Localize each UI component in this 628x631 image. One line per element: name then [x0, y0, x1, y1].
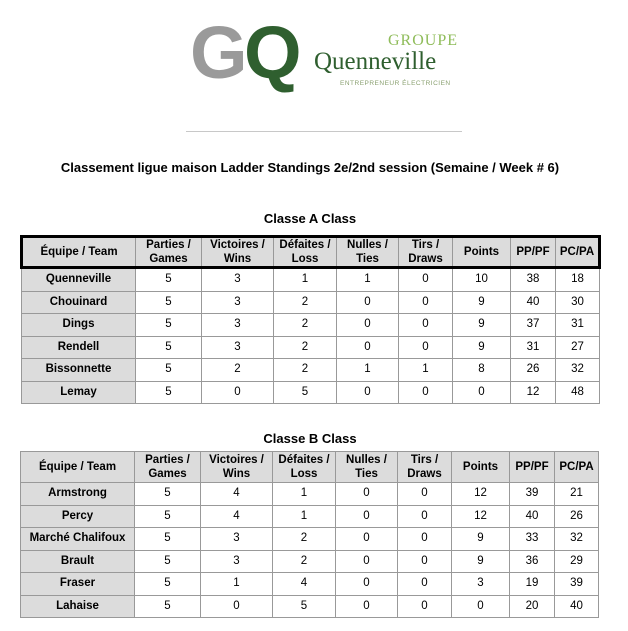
cell-pp: 26: [511, 359, 556, 382]
cell-wins: 3: [202, 336, 274, 359]
header-wins: Victoires / Wins: [201, 452, 273, 483]
cell-ties: 0: [336, 550, 398, 573]
cell-pp: 40: [510, 505, 555, 528]
table-row: [21, 483, 599, 506]
header-points: Points: [453, 237, 511, 268]
table-row: [21, 505, 599, 528]
cell-wins: 4: [201, 505, 273, 528]
groupe-quenneville-logo: [190, 11, 460, 94]
cell-wins: 0: [202, 381, 274, 404]
cell-points: 8: [453, 359, 511, 382]
cell-points: 12: [452, 505, 510, 528]
cell-games: 5: [135, 483, 201, 506]
cell-pc: 32: [556, 359, 600, 382]
cell-team: Fraser: [21, 573, 135, 596]
cell-pp: 31: [511, 336, 556, 359]
header-team: Équipe / Team: [21, 452, 135, 483]
class-a-title: Classe A Class: [263, 211, 357, 226]
cell-points: 9: [452, 528, 510, 551]
cell-team: Lahaise: [21, 595, 135, 618]
cell-pp: 36: [510, 550, 555, 573]
cell-draws: 0: [398, 573, 452, 596]
cell-games: 5: [136, 359, 202, 382]
cell-games: 5: [135, 528, 201, 551]
cell-games: 5: [135, 550, 201, 573]
cell-ties: 0: [337, 291, 399, 314]
table-row: [21, 573, 599, 596]
logo-subtitle: ENTREPRENEUR ÉLECTRICIEN: [340, 80, 451, 87]
cell-pp: 19: [510, 573, 555, 596]
cell-ties: 0: [337, 381, 399, 404]
cell-wins: 4: [201, 483, 273, 506]
cell-games: 5: [136, 291, 202, 314]
header-ties: Nulles / Ties: [337, 237, 399, 268]
cell-draws: 0: [399, 291, 453, 314]
header-pp: PP/PF: [511, 237, 556, 268]
header-games: Parties / Games: [135, 452, 201, 483]
cell-points: 0: [452, 595, 510, 618]
cell-draws: 0: [398, 505, 452, 528]
cell-team: Brault: [21, 550, 135, 573]
logo-company-name: Quenneville: [314, 48, 437, 75]
logo-letter-g: G: [190, 11, 244, 94]
cell-losses: 2: [273, 550, 336, 573]
cell-losses: 2: [274, 314, 337, 337]
cell-wins: 3: [201, 550, 273, 573]
cell-team: Bissonnette: [22, 359, 136, 382]
table-header-row: [21, 452, 599, 483]
cell-games: 5: [136, 268, 202, 292]
table-row: [22, 268, 600, 292]
cell-points: 10: [453, 268, 511, 292]
cell-pp: 33: [510, 528, 555, 551]
cell-team: Dings: [22, 314, 136, 337]
cell-losses: 4: [273, 573, 336, 596]
cell-losses: 2: [274, 291, 337, 314]
cell-team: Rendell: [22, 336, 136, 359]
cell-ties: 0: [336, 573, 398, 596]
cell-pp: 38: [511, 268, 556, 292]
header-ties: Nulles / Ties: [336, 452, 398, 483]
cell-ties: 0: [337, 314, 399, 337]
logo-groupe-text: GROUPE: [387, 32, 458, 49]
cell-games: 5: [135, 505, 201, 528]
cell-draws: 0: [398, 595, 452, 618]
header-wins: Victoires / Wins: [202, 237, 274, 268]
table-header-row: [22, 237, 600, 268]
cell-points: 9: [453, 336, 511, 359]
header-divider: [186, 131, 462, 132]
cell-draws: 0: [399, 381, 453, 404]
logo-letter-q: Q: [244, 11, 298, 94]
cell-pp: 12: [511, 381, 556, 404]
cell-pc: 26: [555, 505, 599, 528]
cell-games: 5: [135, 595, 201, 618]
header-pc: PC/PA: [556, 237, 600, 268]
cell-team: Percy: [21, 505, 135, 528]
cell-ties: 0: [336, 595, 398, 618]
cell-team: Lemay: [22, 381, 136, 404]
cell-draws: 0: [399, 314, 453, 337]
cell-losses: 5: [273, 595, 336, 618]
cell-draws: 0: [399, 336, 453, 359]
header-games: Parties / Games: [136, 237, 202, 268]
class-a-standings-table: [20, 235, 601, 404]
cell-wins: 1: [201, 573, 273, 596]
cell-pp: 20: [510, 595, 555, 618]
cell-losses: 1: [273, 505, 336, 528]
table-row: [22, 314, 600, 337]
cell-draws: 0: [398, 483, 452, 506]
cell-pp: 37: [511, 314, 556, 337]
table-row: [21, 528, 599, 551]
header-draws: Tirs / Draws: [398, 452, 452, 483]
table-row: [22, 291, 600, 314]
header-pc: PC/PA: [555, 452, 599, 483]
cell-pc: 21: [555, 483, 599, 506]
table-row: [22, 359, 600, 382]
cell-draws: 0: [398, 550, 452, 573]
header-pp: PP/PF: [510, 452, 555, 483]
cell-losses: 2: [274, 359, 337, 382]
class-b-title: Classe B Class: [263, 431, 357, 446]
cell-losses: 2: [274, 336, 337, 359]
cell-draws: 0: [399, 268, 453, 292]
cell-team: Marché Chalifoux: [21, 528, 135, 551]
table-row: [21, 595, 599, 618]
cell-ties: 1: [337, 359, 399, 382]
cell-points: 12: [452, 483, 510, 506]
header-losses: Défaites / Loss: [273, 452, 336, 483]
cell-pp: 39: [510, 483, 555, 506]
cell-ties: 1: [337, 268, 399, 292]
cell-wins: 3: [202, 314, 274, 337]
cell-losses: 5: [274, 381, 337, 404]
cell-wins: 2: [202, 359, 274, 382]
class-b-standings-table: [20, 451, 599, 618]
cell-losses: 1: [274, 268, 337, 292]
cell-games: 5: [136, 381, 202, 404]
header-draws: Tirs / Draws: [399, 237, 453, 268]
cell-losses: 2: [273, 528, 336, 551]
page-title: Classement ligue maison Ladder Standings 2e/2nd session (Semaine / Week # 6): [60, 160, 560, 175]
cell-points: 3: [452, 573, 510, 596]
cell-ties: 0: [336, 528, 398, 551]
cell-points: 9: [453, 314, 511, 337]
cell-wins: 3: [202, 291, 274, 314]
cell-games: 5: [136, 336, 202, 359]
table-row: [22, 381, 600, 404]
cell-team: Armstrong: [21, 483, 135, 506]
header-team: Équipe / Team: [22, 237, 136, 268]
cell-wins: 0: [201, 595, 273, 618]
cell-ties: 0: [337, 336, 399, 359]
cell-pc: 29: [555, 550, 599, 573]
cell-losses: 1: [273, 483, 336, 506]
cell-wins: 3: [201, 528, 273, 551]
cell-ties: 0: [336, 483, 398, 506]
table-row: [22, 336, 600, 359]
header-points: Points: [452, 452, 510, 483]
cell-pc: 30: [556, 291, 600, 314]
cell-draws: 0: [398, 528, 452, 551]
header-losses: Défaites / Loss: [274, 237, 337, 268]
table-row: [21, 550, 599, 573]
cell-draws: 1: [399, 359, 453, 382]
cell-pc: 39: [555, 573, 599, 596]
cell-points: 9: [452, 550, 510, 573]
cell-team: Chouinard: [22, 291, 136, 314]
cell-team: Quenneville: [22, 268, 136, 292]
cell-pc: 48: [556, 381, 600, 404]
cell-pc: 31: [556, 314, 600, 337]
cell-ties: 0: [336, 505, 398, 528]
cell-wins: 3: [202, 268, 274, 292]
cell-pp: 40: [511, 291, 556, 314]
cell-games: 5: [135, 573, 201, 596]
cell-pc: 32: [555, 528, 599, 551]
cell-pc: 40: [555, 595, 599, 618]
cell-pc: 27: [556, 336, 600, 359]
cell-points: 0: [453, 381, 511, 404]
cell-games: 5: [136, 314, 202, 337]
cell-pc: 18: [556, 268, 600, 292]
cell-points: 9: [453, 291, 511, 314]
